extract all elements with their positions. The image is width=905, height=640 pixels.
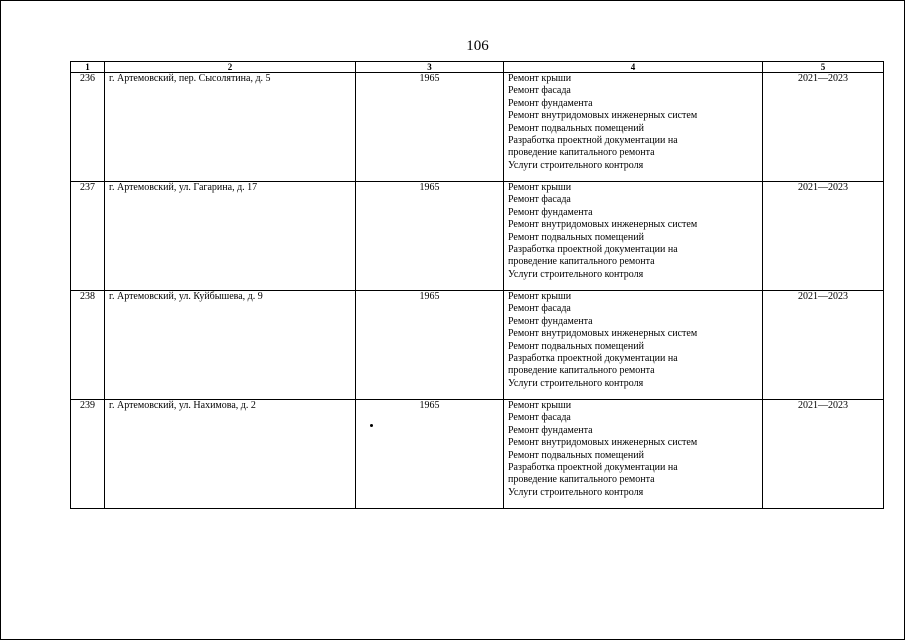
work-item: проведение капитального ремонта (508, 365, 655, 377)
work-item: Ремонт внутридомовых инженерных систем (508, 219, 698, 231)
work-item: Разработка проектной документации на (508, 135, 678, 147)
column-header-2: 2 (105, 62, 356, 73)
work-item: Услуги строительного контроля (508, 486, 644, 498)
row-number: 237 (71, 182, 105, 291)
work-item: Ремонт подвальных помещений (508, 231, 644, 243)
work-item: Услуги строительного контроля (508, 159, 644, 171)
work-item: Ремонт крыши (508, 400, 572, 411)
year-cell: 1965 (356, 182, 504, 291)
work-item: Разработка проектной документации на (508, 462, 678, 474)
work-item: Разработка проектной документации на (508, 353, 678, 365)
row-number: 236 (71, 73, 105, 182)
work-item: Ремонт фасада (508, 194, 571, 206)
work-item: Ремонт крыши (508, 73, 572, 84)
work-item: Ремонт крыши (508, 291, 572, 302)
year-value: 1965 (419, 400, 440, 411)
work-item: проведение капитального ремонта (508, 256, 655, 268)
period-cell: 2021—2023 (763, 291, 884, 400)
works-cell (504, 291, 763, 400)
address-cell: г. Артемовский, ул. Нахимова, д. 2 (105, 400, 356, 509)
work-item: Ремонт подвальных помещений (508, 340, 644, 352)
work-item: Ремонт фундамента (508, 97, 593, 109)
table-row (71, 291, 884, 400)
work-item: Ремонт фасада (508, 303, 571, 315)
column-header-4: 4 (504, 62, 763, 73)
period-cell: 2021—2023 (763, 400, 884, 509)
address-cell: г. Артемовский, пер. Сысолятина, д. 5 (105, 73, 356, 182)
period-cell: 2021—2023 (763, 73, 884, 182)
year-cell (356, 400, 504, 509)
repair-registry-table (70, 61, 884, 509)
work-item: Ремонт фасада (508, 412, 571, 424)
works-cell (504, 182, 763, 291)
table-row (71, 182, 884, 291)
year-cell: 1965 (356, 291, 504, 400)
address-cell: г. Артемовский, ул. Куйбышева, д. 9 (105, 291, 356, 400)
work-item: проведение капитального ремонта (508, 147, 655, 159)
work-item: Ремонт внутридомовых инженерных систем (508, 328, 698, 340)
header-row (71, 62, 884, 73)
table-row (71, 73, 884, 182)
row-number: 239 (71, 400, 105, 509)
work-item: Ремонт фасада (508, 85, 571, 97)
work-item: Ремонт подвальных помещений (508, 449, 644, 461)
column-header-3: 3 (356, 62, 504, 73)
work-item: Услуги строительного контроля (508, 268, 644, 280)
work-item: Ремонт фундамента (508, 206, 593, 218)
works-cell (504, 73, 763, 182)
year-cell: 1965 (356, 73, 504, 182)
works-cell (504, 400, 763, 509)
work-item: Разработка проектной документации на (508, 244, 678, 256)
work-item: Услуги строительного контроля (508, 377, 644, 389)
work-item: Ремонт подвальных помещений (508, 122, 644, 134)
work-item: Ремонт фундамента (508, 315, 593, 327)
table-row (71, 400, 884, 509)
address-cell: г. Артемовский, ул. Гагарина, д. 17 (105, 182, 356, 291)
work-item: Ремонт внутридомовых инженерных систем (508, 110, 698, 122)
row-number: 238 (71, 291, 105, 400)
column-header-5: 5 (763, 62, 884, 73)
work-item: Ремонт крыши (508, 182, 572, 193)
work-item: Ремонт внутридомовых инженерных систем (508, 437, 698, 449)
work-item: проведение капитального ремонта (508, 474, 655, 486)
column-header-1: 1 (71, 62, 105, 73)
scan-speck (370, 424, 373, 427)
work-item: Ремонт фундамента (508, 424, 593, 436)
period-cell: 2021—2023 (763, 182, 884, 291)
page-number: 106 (466, 38, 489, 54)
